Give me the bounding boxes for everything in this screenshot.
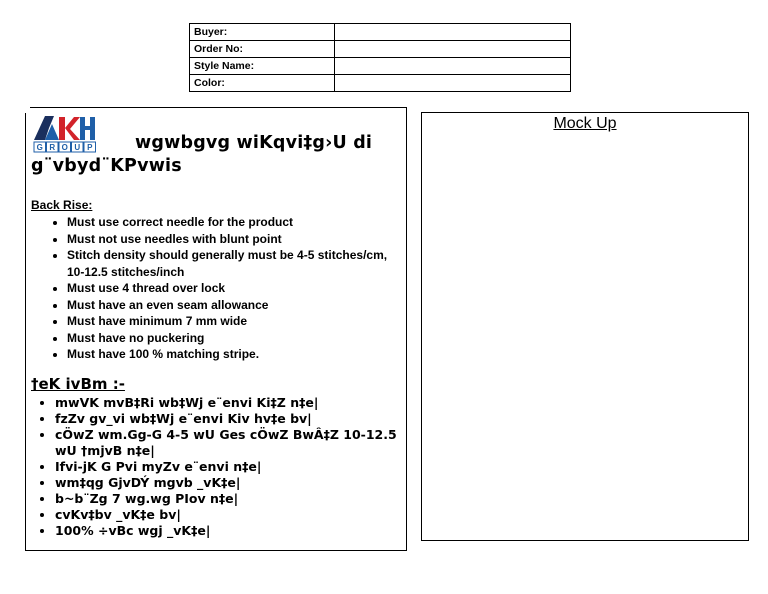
instruction-panel	[25, 107, 407, 551]
table-row	[190, 58, 571, 75]
list-item: • 100% ÷vBc wgj _vK‡e|	[55, 523, 401, 539]
svg-text:P: P	[87, 143, 93, 153]
style-name-label: Style Name:	[190, 58, 335, 75]
document-title: wgwbgvg wiKqvi‡g›U di g¨vbyd¨KPvwis	[31, 133, 373, 176]
list-item: • b~b¨Zg 7 wg.wg PIov n‡e|	[55, 491, 401, 507]
list-item: • cvKv‡bv _vK‡e bv|	[55, 507, 401, 523]
english-instructions-list	[31, 214, 391, 363]
bangla-heading: †eK ivBm :-	[31, 375, 125, 393]
mockup-title: Mock Up	[553, 115, 617, 132]
buyer-value	[335, 24, 571, 41]
order-no-value	[335, 41, 571, 58]
list-item: • wm‡qg GjvDÝ mgvb _vK‡e|	[55, 475, 401, 491]
list-item: • Must have no puckering	[67, 330, 391, 347]
list-item: • cÖwZ wm.Gg-G 4-5 wU Ges cÖwZ BwÂ‡Z 10-12.5 wU †mjvB n‡e|	[55, 427, 401, 459]
style-name-value	[335, 58, 571, 75]
buyer-label: Buyer:	[190, 24, 335, 41]
table-row	[190, 41, 571, 58]
list-item: • Must use 4 thread over lock	[67, 280, 391, 297]
list-item: • Must have an even seam allowance	[67, 297, 391, 314]
bangla-instructions-list	[31, 395, 401, 539]
logo-h-bar	[84, 126, 91, 130]
svg-text:O: O	[61, 143, 68, 153]
table-row	[190, 24, 571, 41]
table-row	[190, 75, 571, 92]
back-rise-heading: Back Rise:	[31, 198, 93, 212]
panel-corner	[25, 107, 30, 113]
svg-text:U: U	[74, 143, 81, 153]
list-item: • mwVK mvB‡Ri wb‡Wj e¨envi Ki‡Z n‡e|	[55, 395, 401, 411]
list-item: • fzZv gv_vi wb‡Wj e¨envi Kiv hv‡e bv|	[55, 411, 401, 427]
list-item: • Stitch density should generally must be 4-5 stitches/cm, 10-12.5 stitches/inch	[67, 247, 391, 280]
svg-text:R: R	[49, 143, 56, 153]
list-item: • Must have 100 % matching stripe.	[67, 346, 391, 363]
color-label: Color:	[190, 75, 335, 92]
list-item: • Ifvi-jK G Pvi myZv e¨envi n‡e|	[55, 459, 401, 475]
color-value	[335, 75, 571, 92]
order-info-table	[189, 23, 571, 92]
list-item: • Must have minimum 7 mm wide	[67, 313, 391, 330]
svg-text:G: G	[36, 143, 43, 153]
list-item: • Must use correct needle for the product	[67, 214, 391, 231]
mockup-panel	[421, 112, 749, 541]
list-item: • Must not use needles with blunt point	[67, 231, 391, 248]
order-no-label: Order No:	[190, 41, 335, 58]
